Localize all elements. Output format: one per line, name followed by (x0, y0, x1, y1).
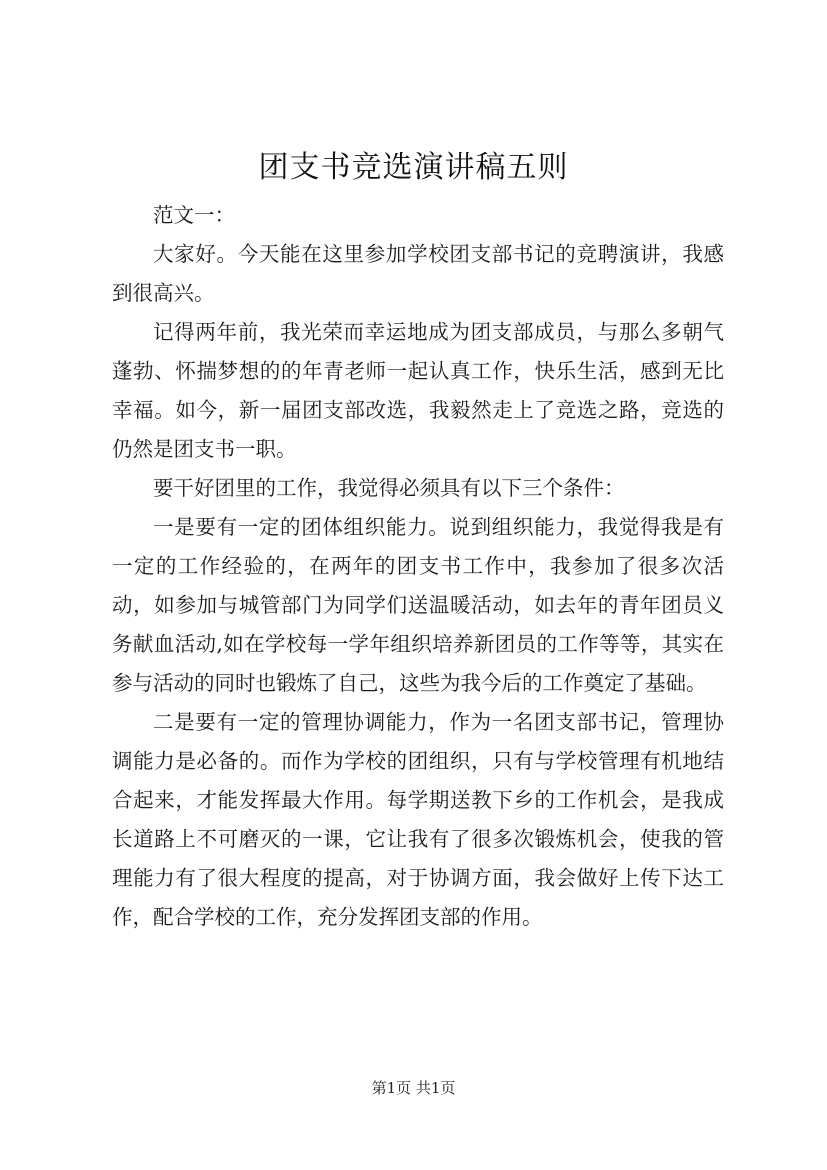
document-body (112, 196, 724, 937)
paragraph-greeting: 大家好。今天能在这里参加学校团支部书记的竞聘演讲，我感到很高兴。 (112, 242, 724, 305)
paragraph-condition-two: 二是要有一定的管理协调能力，作为一名团支部书记，管理协调能力是必备的。而作为学校的团组织，只有与学校管理有机地结合起来，才能发挥最大作用。每学期送教下乡的工作机会，是我成长道路上不可磨灭的一课，它让我有了很多次锻炼机会，使我的管理能力有了很大程度的提高，对于协调方面，我会做好上传下达工作，配合学校的工作，充分发挥团支部的作用。 (112, 710, 724, 929)
paragraph-background: 记得两年前，我光荣而幸运地成为团支部成员，与那么多朝气蓬勃、怀揣梦想的的年青老师一起认真工作，快乐生活，感到无比幸福。如今，新一届团支部改选，我毅然走上了竞选之路，竞选的仍然是团支书一职。 (112, 320, 724, 461)
paragraph-condition-one: 一是要有一定的团体组织能力。说到组织能力，我觉得我是有一定的工作经验的，在两年的团支书工作中，我参加了很多次活动，如参加与城管部门为同学们送温暖活动，如去年的青年团员义务献血活动,如在学校每一学年组织培养新团员的工作等等，其实在参与活动的同时也锻炼了自己，这些为我今后的工作奠定了基础。 (112, 515, 724, 695)
paragraph-conditions-intro: 要干好团里的工作，我觉得必须具有以下三个条件： (153, 476, 625, 500)
paragraph-heading: 范文一： (153, 203, 235, 227)
page-footer: 第1页 共1页 (371, 1079, 456, 1097)
document-title: 团支书竞选演讲稿五则 (258, 150, 569, 185)
